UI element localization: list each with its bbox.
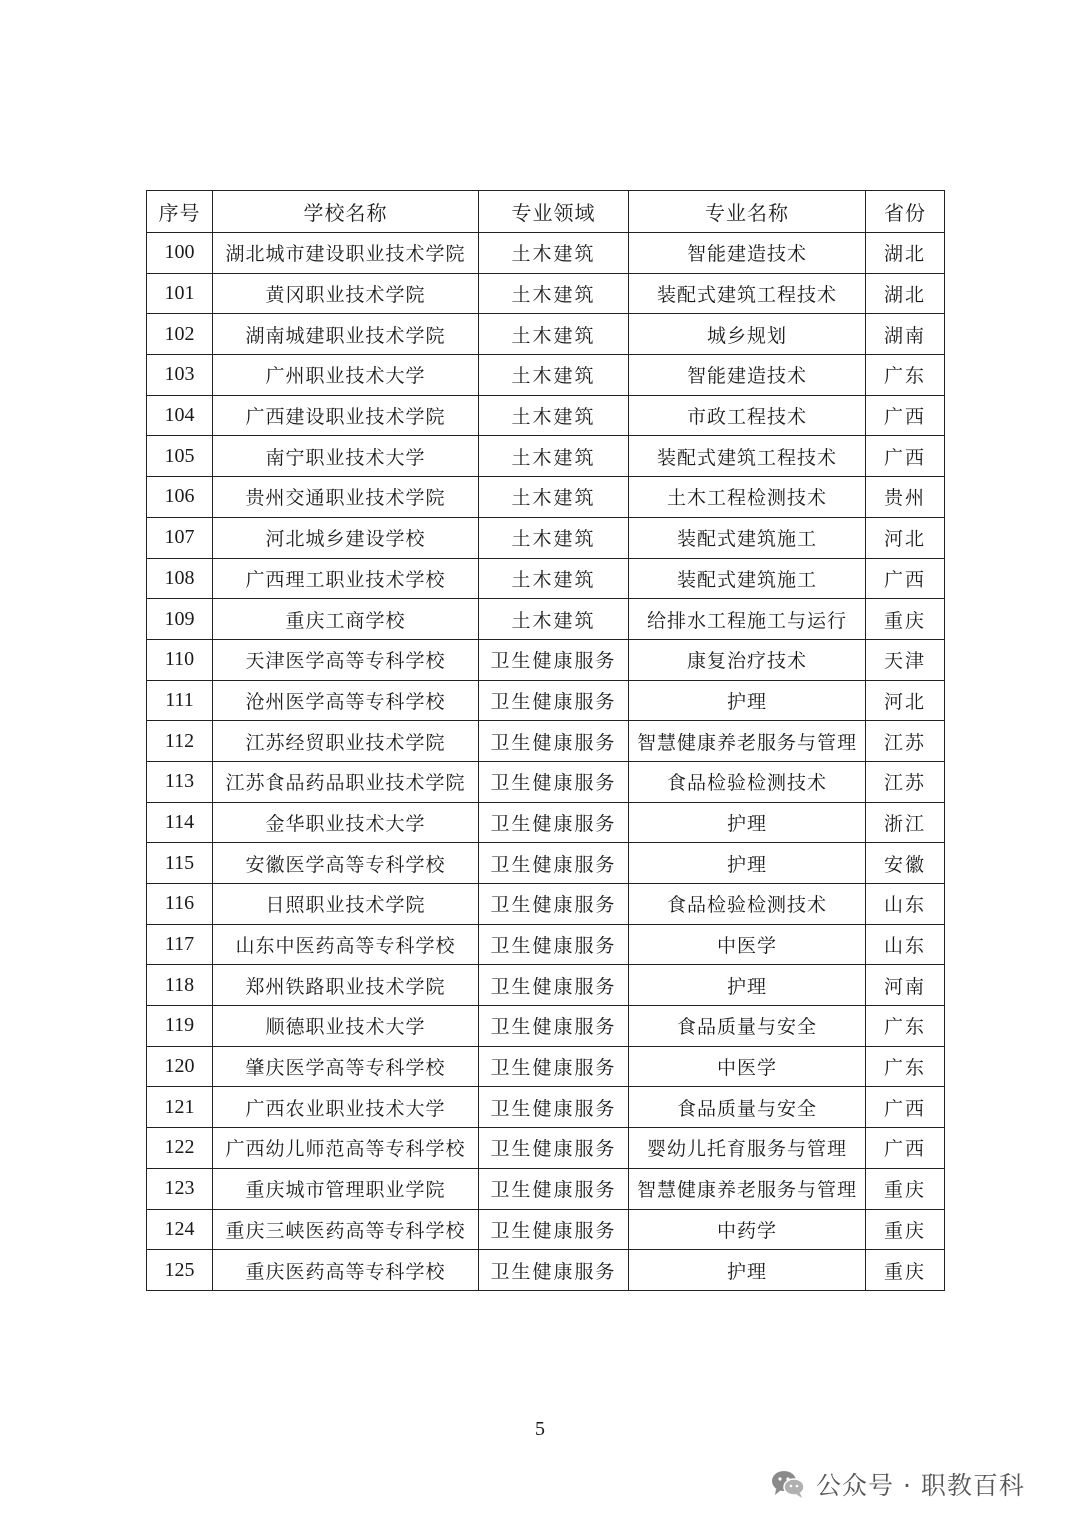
table-row <box>147 843 945 884</box>
table-row <box>147 639 945 680</box>
cell-school-name: 山东中医药高等专科学校 <box>213 924 479 965</box>
cell-field: 土木建筑 <box>479 273 629 314</box>
table-row <box>147 680 945 721</box>
header-index: 序号 <box>147 191 213 233</box>
cell-province: 重庆 <box>866 1168 945 1209</box>
cell-province: 河北 <box>866 517 945 558</box>
table-row <box>147 721 945 762</box>
cell-field: 卫生健康服务 <box>479 1168 629 1209</box>
cell-field: 卫生健康服务 <box>479 761 629 802</box>
cell-major-name: 给排水工程施工与运行 <box>629 599 866 640</box>
cell-field: 土木建筑 <box>479 477 629 518</box>
schools-table <box>146 190 945 1291</box>
cell-province: 湖北 <box>866 273 945 314</box>
cell-index: 120 <box>147 1046 213 1087</box>
cell-field: 土木建筑 <box>479 436 629 477</box>
cell-province: 河南 <box>866 965 945 1006</box>
cell-index: 111 <box>147 680 213 721</box>
cell-major-name: 装配式建筑工程技术 <box>629 436 866 477</box>
cell-index: 115 <box>147 843 213 884</box>
cell-field: 土木建筑 <box>479 314 629 355</box>
cell-province: 湖南 <box>866 314 945 355</box>
table-row <box>147 1006 945 1047</box>
cell-province: 重庆 <box>866 1250 945 1291</box>
header-province: 省份 <box>866 191 945 233</box>
cell-index: 122 <box>147 1128 213 1169</box>
cell-major-name: 中医学 <box>629 924 866 965</box>
table-row <box>147 314 945 355</box>
table-row <box>147 1250 945 1291</box>
cell-major-name: 护理 <box>629 1250 866 1291</box>
cell-field: 土木建筑 <box>479 395 629 436</box>
page-number: 5 <box>535 1418 545 1440</box>
cell-field: 卫生健康服务 <box>479 965 629 1006</box>
cell-school-name: 广西建设职业技术学院 <box>213 395 479 436</box>
cell-field: 土木建筑 <box>479 355 629 396</box>
table-row <box>147 761 945 802</box>
cell-school-name: 广西农业职业技术大学 <box>213 1087 479 1128</box>
cell-index: 104 <box>147 395 213 436</box>
cell-index: 116 <box>147 884 213 925</box>
cell-index: 105 <box>147 436 213 477</box>
cell-index: 113 <box>147 761 213 802</box>
table-row <box>147 599 945 640</box>
cell-school-name: 重庆城市管理职业学院 <box>213 1168 479 1209</box>
cell-field: 卫生健康服务 <box>479 1087 629 1128</box>
cell-field: 土木建筑 <box>479 233 629 274</box>
cell-province: 广西 <box>866 1128 945 1169</box>
cell-school-name: 肇庆医学高等专科学校 <box>213 1046 479 1087</box>
cell-field: 卫生健康服务 <box>479 1006 629 1047</box>
table-row <box>147 1087 945 1128</box>
table-row <box>147 965 945 1006</box>
table-row <box>147 1128 945 1169</box>
cell-major-name: 护理 <box>629 843 866 884</box>
cell-major-name: 智能建造技术 <box>629 355 866 396</box>
cell-major-name: 食品检验检测技术 <box>629 761 866 802</box>
cell-index: 107 <box>147 517 213 558</box>
cell-province: 安徽 <box>866 843 945 884</box>
cell-school-name: 安徽医学高等专科学校 <box>213 843 479 884</box>
wechat-icon <box>770 1469 806 1499</box>
cell-field: 卫生健康服务 <box>479 680 629 721</box>
cell-major-name: 护理 <box>629 965 866 1006</box>
cell-school-name: 江苏经贸职业技术学院 <box>213 721 479 762</box>
cell-field: 卫生健康服务 <box>479 639 629 680</box>
cell-field: 卫生健康服务 <box>479 721 629 762</box>
cell-index: 101 <box>147 273 213 314</box>
header-field: 专业领域 <box>479 191 629 233</box>
cell-major-name: 康复治疗技术 <box>629 639 866 680</box>
cell-school-name: 湖北城市建设职业技术学院 <box>213 233 479 274</box>
cell-major-name: 食品检验检测技术 <box>629 884 866 925</box>
cell-province: 广东 <box>866 1046 945 1087</box>
cell-school-name: 日照职业技术学院 <box>213 884 479 925</box>
cell-province: 重庆 <box>866 1209 945 1250</box>
cell-major-name: 智慧健康养老服务与管理 <box>629 721 866 762</box>
cell-field: 土木建筑 <box>479 558 629 599</box>
table-row <box>147 1209 945 1250</box>
cell-major-name: 护理 <box>629 802 866 843</box>
header-major-name: 专业名称 <box>629 191 866 233</box>
cell-major-name: 装配式建筑施工 <box>629 517 866 558</box>
cell-school-name: 江苏食品药品职业技术学院 <box>213 761 479 802</box>
cell-province: 广西 <box>866 436 945 477</box>
cell-province: 广西 <box>866 1087 945 1128</box>
cell-school-name: 湖南城建职业技术学院 <box>213 314 479 355</box>
cell-index: 109 <box>147 599 213 640</box>
cell-major-name: 食品质量与安全 <box>629 1006 866 1047</box>
cell-school-name: 贵州交通职业技术学院 <box>213 477 479 518</box>
cell-index: 121 <box>147 1087 213 1128</box>
cell-index: 118 <box>147 965 213 1006</box>
cell-province: 贵州 <box>866 477 945 518</box>
cell-major-name: 智能建造技术 <box>629 233 866 274</box>
cell-school-name: 重庆医药高等专科学校 <box>213 1250 479 1291</box>
cell-major-name: 中药学 <box>629 1209 866 1250</box>
cell-school-name: 广州职业技术大学 <box>213 355 479 396</box>
table-row <box>147 436 945 477</box>
cell-major-name: 土木工程检测技术 <box>629 477 866 518</box>
table-row <box>147 517 945 558</box>
cell-index: 117 <box>147 924 213 965</box>
cell-school-name: 河北城乡建设学校 <box>213 517 479 558</box>
table-row <box>147 558 945 599</box>
table-row <box>147 355 945 396</box>
table-header <box>147 191 945 233</box>
table-row <box>147 802 945 843</box>
cell-index: 114 <box>147 802 213 843</box>
cell-major-name: 食品质量与安全 <box>629 1087 866 1128</box>
cell-province: 山东 <box>866 924 945 965</box>
cell-school-name: 郑州铁路职业技术学院 <box>213 965 479 1006</box>
table-row <box>147 477 945 518</box>
cell-province: 河北 <box>866 680 945 721</box>
cell-school-name: 南宁职业技术大学 <box>213 436 479 477</box>
cell-province: 浙江 <box>866 802 945 843</box>
table-body <box>147 233 945 1291</box>
cell-index: 103 <box>147 355 213 396</box>
cell-major-name: 城乡规划 <box>629 314 866 355</box>
cell-province: 广东 <box>866 355 945 396</box>
cell-field: 卫生健康服务 <box>479 1250 629 1291</box>
watermark-text: 公众号 · 职教百科 <box>816 1471 1025 1500</box>
cell-field: 卫生健康服务 <box>479 924 629 965</box>
cell-school-name: 天津医学高等专科学校 <box>213 639 479 680</box>
cell-field: 土木建筑 <box>479 517 629 558</box>
table-row <box>147 924 945 965</box>
table-row <box>147 1168 945 1209</box>
cell-province: 湖北 <box>866 233 945 274</box>
cell-index: 106 <box>147 477 213 518</box>
cell-major-name: 市政工程技术 <box>629 395 866 436</box>
cell-major-name: 智慧健康养老服务与管理 <box>629 1168 866 1209</box>
cell-index: 125 <box>147 1250 213 1291</box>
cell-field: 土木建筑 <box>479 599 629 640</box>
table-row <box>147 1046 945 1087</box>
cell-field: 卫生健康服务 <box>479 884 629 925</box>
cell-index: 110 <box>147 639 213 680</box>
cell-field: 卫生健康服务 <box>479 1209 629 1250</box>
cell-school-name: 广西理工职业技术学校 <box>213 558 479 599</box>
cell-province: 天津 <box>866 639 945 680</box>
header-school-name: 学校名称 <box>213 191 479 233</box>
cell-major-name: 中医学 <box>629 1046 866 1087</box>
cell-province: 广东 <box>866 1006 945 1047</box>
cell-index: 112 <box>147 721 213 762</box>
cell-school-name: 黄冈职业技术学院 <box>213 273 479 314</box>
cell-index: 108 <box>147 558 213 599</box>
table-row <box>147 884 945 925</box>
cell-major-name: 装配式建筑工程技术 <box>629 273 866 314</box>
cell-field: 卫生健康服务 <box>479 1128 629 1169</box>
cell-province: 广西 <box>866 558 945 599</box>
cell-index: 119 <box>147 1006 213 1047</box>
cell-province: 广西 <box>866 395 945 436</box>
cell-province: 山东 <box>866 884 945 925</box>
cell-index: 124 <box>147 1209 213 1250</box>
cell-school-name: 顺德职业技术大学 <box>213 1006 479 1047</box>
cell-index: 100 <box>147 233 213 274</box>
watermark <box>770 1466 1025 1502</box>
cell-field: 卫生健康服务 <box>479 802 629 843</box>
cell-province: 江苏 <box>866 761 945 802</box>
cell-field: 卫生健康服务 <box>479 1046 629 1087</box>
cell-index: 123 <box>147 1168 213 1209</box>
cell-school-name: 金华职业技术大学 <box>213 802 479 843</box>
cell-index: 102 <box>147 314 213 355</box>
cell-major-name: 装配式建筑施工 <box>629 558 866 599</box>
cell-field: 卫生健康服务 <box>479 843 629 884</box>
table-row <box>147 233 945 274</box>
table-row <box>147 273 945 314</box>
cell-major-name: 婴幼儿托育服务与管理 <box>629 1128 866 1169</box>
cell-school-name: 重庆三峡医药高等专科学校 <box>213 1209 479 1250</box>
cell-province: 江苏 <box>866 721 945 762</box>
cell-school-name: 重庆工商学校 <box>213 599 479 640</box>
table-row <box>147 395 945 436</box>
cell-major-name: 护理 <box>629 680 866 721</box>
cell-school-name: 广西幼儿师范高等专科学校 <box>213 1128 479 1169</box>
header-row <box>147 191 945 233</box>
cell-school-name: 沧州医学高等专科学校 <box>213 680 479 721</box>
cell-province: 重庆 <box>866 599 945 640</box>
